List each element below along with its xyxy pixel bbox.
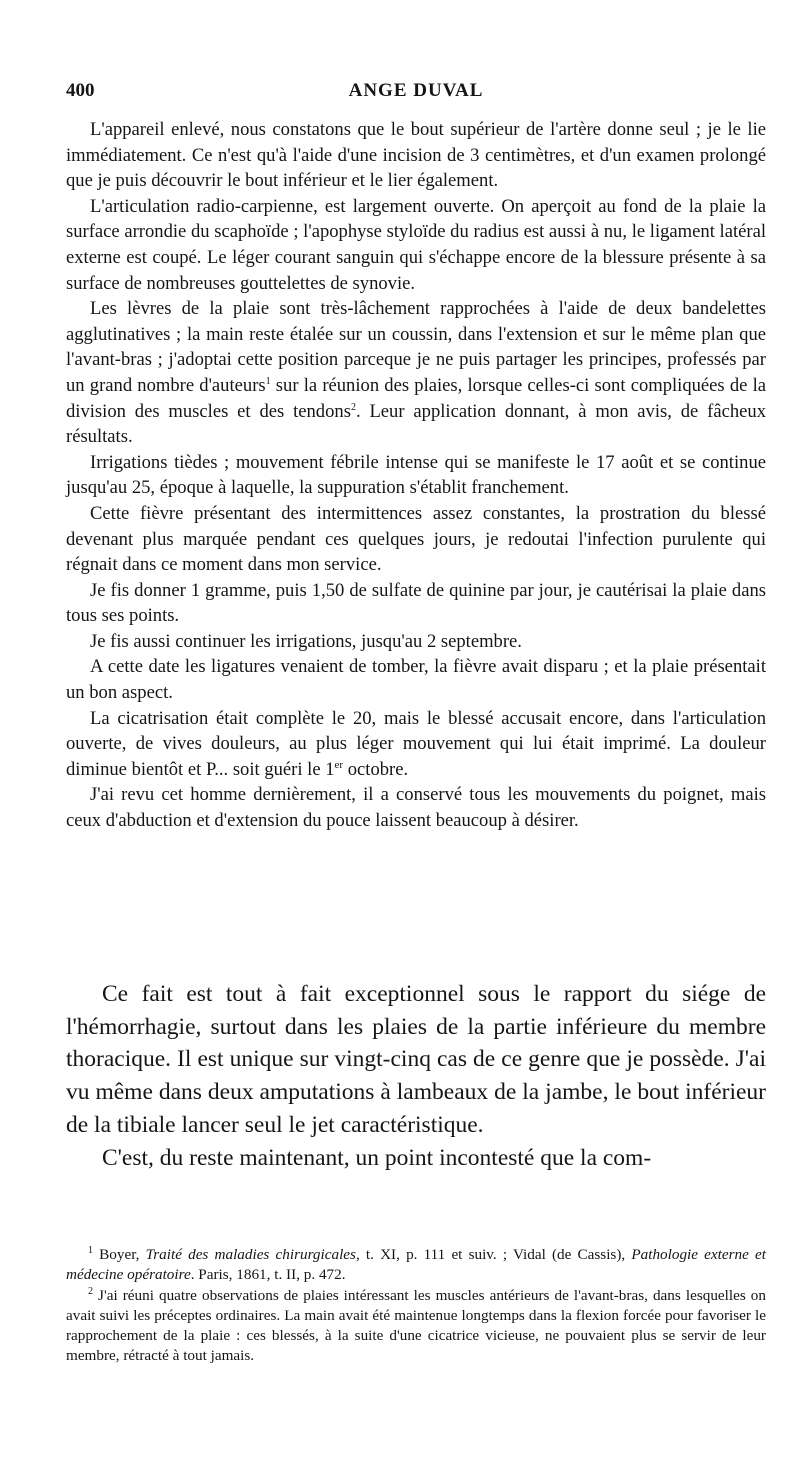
footnote-number: 1 xyxy=(88,1244,93,1256)
paragraph-text: octobre. xyxy=(343,758,409,780)
paragraph: Ce fait est tout à fait exceptionnel sous le rapport du siége de l'hémorrhagie, surtout dans les plaies de la partie inférieure du membre thoracique. Il est unique sur vingt-cinq cas de ce genre que je possède. J'ai vu même dans deux amputations à lambeaux de la jambe, le bout inférieur de la tibiale lancer seul le jet caractéristique. xyxy=(66,981,766,1138)
paragraph xyxy=(66,706,766,783)
footnote xyxy=(66,1286,766,1367)
footnote-text: Boyer, xyxy=(93,1246,146,1263)
footnote-reference: 2 xyxy=(350,401,356,413)
paragraph: Je fis donner 1 gramme, puis 1,50 de sulfate de quinine par jour, je cautérisai la plaie dans tous ses points. xyxy=(66,579,766,627)
footnote-text: , t. XI, p. 111 et suiv. ; Vidal (de Cassis), xyxy=(355,1246,632,1263)
footnote xyxy=(66,1245,766,1286)
running-head: ANGE DUVAL xyxy=(348,80,484,101)
paragraph: C'est, du reste maintenant, un point incontesté que la com- xyxy=(102,1144,652,1171)
footnote-text: J'ai réuni quatre observations de plaies intéressant les muscles antérieurs de l'avant-bras, dans lesquelles on avait suivi les préceptes ordinaires. La main avait été maintenue longtemps dans la flexion forcée pour favoriser le rapprochement de la plaie : ces blessés, à la suite d'une cicatrice vicieuse, ne pouvaient plus se servir de leur membre, rétracté à tout jamais. xyxy=(66,1286,766,1365)
paragraph-text: sur la réunion des plaies, lorsque celles-ci sont compliquées de la division des muscles et des tendons xyxy=(66,374,766,422)
superscript: er xyxy=(334,758,344,771)
footnotes xyxy=(66,1245,766,1367)
paragraph: Cette fièvre présentant des intermittences assez constantes, la prostration du blessé devenant plus marquée pendant ces quelques jours, je redoutai l'infection purulente qui régnait dans ce moment dans mon service. xyxy=(66,502,766,576)
paragraph: J'ai revu cet homme dernièrement, il a conservé tous les mouvements du poignet, mais ceux d'abduction et d'extension du pouce laissent beaucoup à désirer. xyxy=(66,784,766,832)
commentary-text xyxy=(66,978,766,1174)
paragraph xyxy=(66,296,766,450)
paragraph-text: Les lèvres de la plaie sont très-lâchement rapprochées à l'aide de deux bandelettes agglutinatives ; la main reste étalée sur un coussin, dans l'extension et sur le même plan que l'avant-bras ; j'adoptai cette position parceque je ne puis partager les principes, professés par un grand nombre d'auteurs xyxy=(66,298,766,396)
page-number: 400 xyxy=(66,80,95,101)
footnote-number: 2 xyxy=(88,1285,93,1297)
observation-text xyxy=(66,117,766,834)
footnote-reference: 1 xyxy=(265,375,271,387)
page-header xyxy=(66,80,766,104)
footnote-title: Pathologie externe et médecine opératoire xyxy=(66,1246,766,1284)
paragraph: A cette date les ligatures venaient de tomber, la fièvre avait disparu ; et la plaie présentait un bon aspect. xyxy=(66,656,766,704)
paragraph: Je fis aussi continuer les irrigations, jusqu'au 2 septembre. xyxy=(90,630,522,652)
paragraph: L'appareil enlevé, nous constatons que le bout supérieur de l'artère donne seul ; je le lie immédiatement. Ce n'est qu'à l'aide d'une incision de 3 centimètres, et d'un examen prolongé que je puis découvrir le bout inférieur et le lier également. xyxy=(66,119,766,192)
footnote-title: Traité des maladies chirurgicales xyxy=(145,1246,356,1263)
paragraph: Irrigations tièdes ; mouvement fébrile intense qui se manifeste le 17 août et se continue jusqu'au 25, époque à laquelle, la suppuration s'établit franchement. xyxy=(66,451,766,499)
paragraph-text: La cicatrisation était complète le 20, mais le blessé accusait encore, dans l'articulation ouverte, de vives douleurs, au plus léger mouvement qui lui était imprimé. La douleur diminue bientôt et P... soit guéri le 1 xyxy=(66,707,766,780)
paragraph: L'articulation radio-carpienne, est largement ouverte. On aperçoit au fond de la plaie la surface arrondie du scaphoïde ; l'apophyse styloïde du radius est aussi à nu, le ligament latéral externe est coupé. Le léger courant sanguin qui s'échappe encore de la blessure présente à sa surface de nombreuses gouttelettes de synovie. xyxy=(66,195,766,294)
footnote-text: . Paris, 1861, t. II, p. 472. xyxy=(190,1266,346,1284)
paragraph-text: . Leur application donnant, à mon avis, de fâcheux résultats. xyxy=(66,400,766,448)
